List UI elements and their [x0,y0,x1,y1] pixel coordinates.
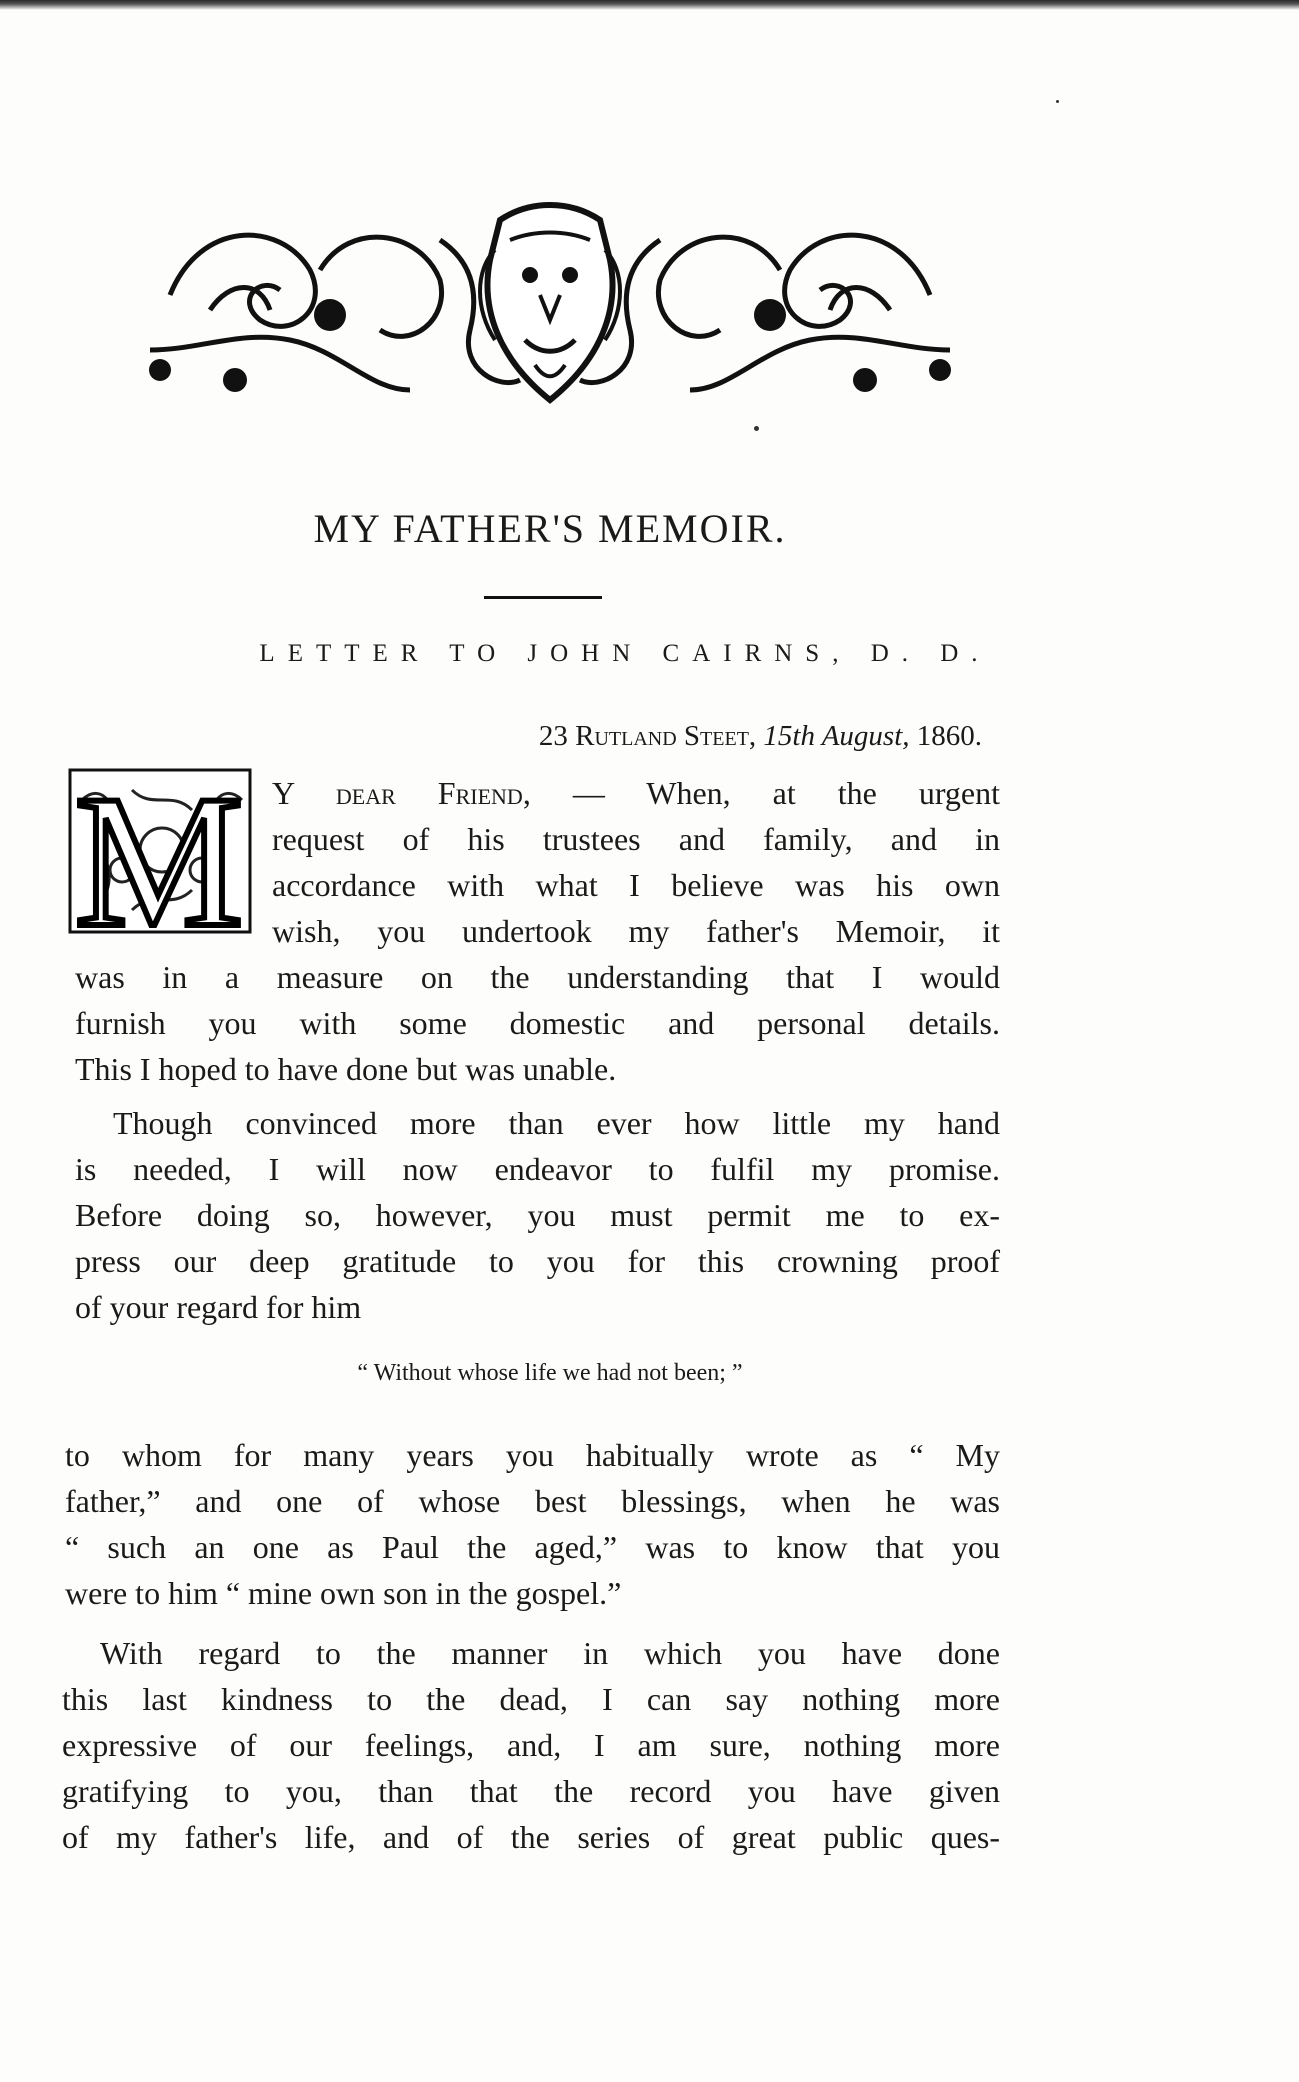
text-line: Before doing so, however, you must permit me to ex- [75,1197,1000,1233]
text-line: “ such an one as Paul the aged,” was to know that you [65,1529,1000,1565]
text-fragment: When, at the urgent [646,775,1001,811]
paragraph-2 [75,1100,1000,1330]
text-line: to whom for many years you habitually wrote as “ My [65,1437,1000,1473]
title-rule [484,596,602,599]
text-line: this last kindness to the dead, I can say nothing more [62,1681,1000,1717]
salutation: Y dear Friend, — [272,775,605,811]
text-line: wish, you undertook my father's Memoir, it [272,913,1000,949]
dateline-year: 1860. [916,720,982,752]
block-quote: “ Without whose life we had not been; ” [357,1360,743,1386]
text-line: Though convinced more than ever how little my hand [113,1105,1000,1141]
drop-cap-ornament [62,760,267,938]
lion-mask-icon [480,205,620,400]
text-line: This I hoped to have done but was unable. [75,1051,617,1087]
paragraph-1-continued [75,954,1000,1092]
text-line: of your regard for him [75,1289,362,1325]
dateline-date: 15th August, [763,720,910,752]
page-top-edge [0,0,1299,10]
text-line [272,770,1000,816]
text-line: were to him “ mine own son in the gospel.” [65,1575,622,1611]
text-line: gratifying to you, than that the record you have given [62,1773,1000,1809]
text-line: is needed, I will now endeavor to fulfil my promise. [75,1151,1000,1187]
text-line: father,” and one of whose best blessings, when he was [65,1483,1000,1519]
text-line: was in a measure on the understanding that I would [75,959,1000,995]
dateline-place: 23 Rutland Steet, [538,720,757,752]
paragraph-1-indented [272,770,1000,954]
paragraph-3 [65,1432,1000,1616]
text-line: of my father's life, and of the series of great public ques- [62,1819,1000,1855]
ink-speck [1056,100,1059,103]
text-line: With regard to the manner in which you have done [100,1635,1000,1671]
text-line: expressive of our feelings, and, I am sure, nothing more [62,1727,1000,1763]
page-title: MY FATHER'S MEMOIR. [313,506,787,551]
text-line: request of his trustees and family, and in [272,821,1000,857]
drop-cap-letter: M [74,760,244,938]
text-line: press our deep gratitude to you for this crowning proof [75,1243,1000,1279]
text-line: furnish you with some domestic and personal details. [75,1005,1000,1041]
ornamental-headpiece [140,200,960,415]
letter-heading: LETTER TO JOHN CAIRNS, D. D. [259,640,991,667]
ink-speck [754,426,759,431]
dateline [539,720,982,753]
text-line: accordance with what I believe was his own [272,867,1000,903]
paragraph-4 [62,1630,1000,1860]
